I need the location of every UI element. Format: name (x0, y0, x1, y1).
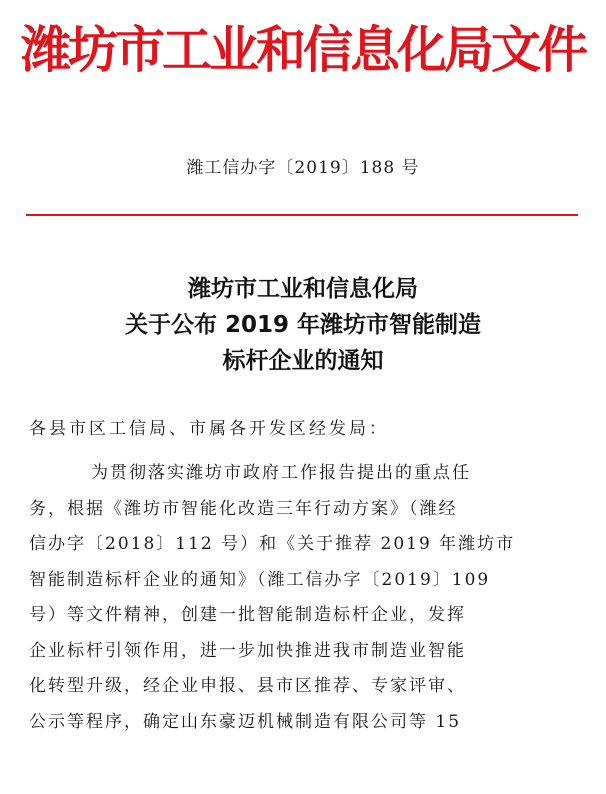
title-line-3: 标杆企业的通知 (222, 348, 384, 374)
body-paragraph (29, 456, 589, 740)
body-line: 为贯彻落实潍坊市政府工作报告提出的重点任 (91, 463, 471, 483)
body-line: 化转型升级，经企业申报、县市区推荐、专家评审、 (29, 676, 466, 696)
notice-title (0, 271, 606, 379)
body-line: 公示等程序，确定山东豪迈机械制造有限公司等 15 (29, 711, 462, 732)
document-number: 潍工信办字〔2019〕188 号 (186, 158, 420, 178)
body-line: 信办字〔2018〕112 号）和《关于推荐 2019 年潍坊市 (29, 534, 516, 554)
title-line-1: 潍坊市工业和信息化局 (188, 276, 418, 302)
title-line-2: 关于公布 2019 年潍坊市智能制造 (124, 312, 482, 338)
body-line: 企业标杆引领作用，进一步加快推进我市制造业智能 (29, 640, 466, 661)
body-line: 号）等文件精神，创建一批智能制造标杆企业，发挥 (29, 605, 466, 625)
red-divider-line (26, 214, 578, 216)
masthead-title: 潍坊市工业和信息化局文件 (21, 21, 585, 79)
salutation: 各县市区工信局、市属各开发区经发局： (29, 419, 389, 439)
body-line: 务，根据《潍坊市智能化改造三年行动方案》（潍经 (29, 498, 458, 519)
body-line: 智能制造标杆企业的通知》（潍工信办字〔2019〕109 (29, 569, 491, 590)
